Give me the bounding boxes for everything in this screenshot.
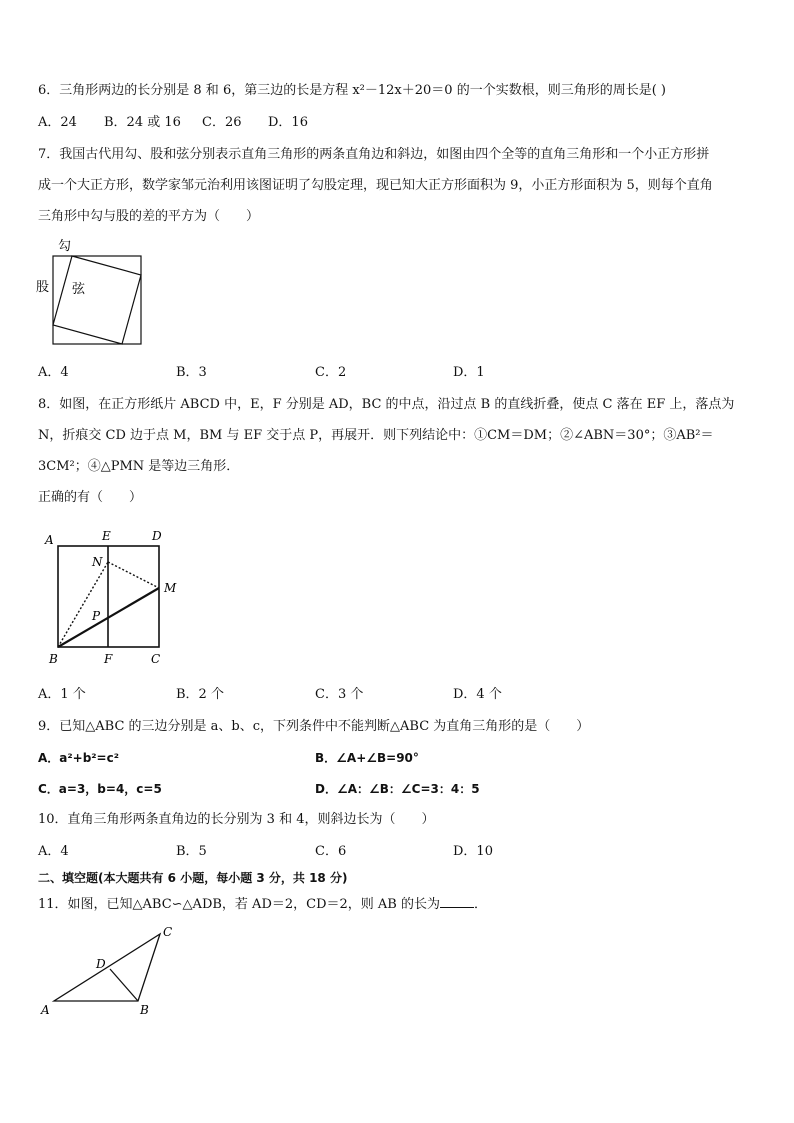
q8-label-a: A [45,533,54,547]
q8-label-m: M [164,581,177,595]
q11-figure [36,922,186,1022]
q8-label-e: E [102,529,111,543]
q10-option-b: B．5 [176,844,207,859]
q8-label-n: N [92,555,103,569]
q7-option-b: B．3 [176,365,207,380]
q11-label-d: D [96,957,106,971]
q8-option-b: B．2 个 [176,687,224,702]
q8-label-p: P [92,609,101,623]
section-2-heading: 二、填空题(本大题共有 6 小题，每小题 3 分，共 18 分) [38,871,348,885]
q6-option-d: D．16 [268,115,308,130]
q8-label-c: C [151,652,161,666]
q11-label-b: B [140,1003,149,1017]
q9-text: 9．已知△ABC 的三边分别是 a、b、c，下列条件中不能判断△ABC 为直角三角形的是（ ） [38,719,590,734]
q11-label-a: A [41,1003,50,1017]
q8-figure [40,524,190,670]
q8-line-3: 3CM²；④△PMN 是等边三角形． [38,459,240,474]
q11-label-c: C [163,925,173,939]
q10-option-d: D．10 [453,844,493,859]
q8-line-1: 8．如图，在正方形纸片 ABCD 中，E，F 分别是 AD，BC 的中点，沿过点 B 的直线折叠，使点 C 落在 EF 上，落点为 [38,397,735,412]
q7-line-2: 成一个大正方形，数学家邹元治利用该图证明了勾股定理，现已知大正方形面积为 9，小正方形面积为 5，则每个直角 [38,178,713,193]
q10-text: 10．直角三角形两条直角边的长分别为 3 和 4，则斜边长为（ ） [38,812,435,827]
q6-option-a: A．24 [38,115,77,130]
q7-figure [34,236,146,348]
q8-option-a: A．1 个 [38,687,86,702]
q11-text [38,895,487,914]
q7-line-3: 三角形中勾与股的差的平方为（ ） [38,209,260,224]
q8-option-d: D．4 个 [453,687,502,702]
q6-option-c: C．26 [202,115,242,130]
q7-option-c: C．2 [315,365,347,380]
q7-label-gou: 勾 [58,239,72,254]
q9-option-c: C．a=3，b=4，c=5 [38,782,162,796]
q6-option-b: B．24 或 16 [104,115,181,130]
q11-text-after: ． [474,897,488,912]
q8-segment-bn [58,562,108,647]
q9-option-d: D．∠A：∠B：∠C=3：4：5 [315,782,480,796]
q9-option-b: B．∠A+∠B=90° [315,751,419,765]
q7-option-d: D．1 [453,365,485,380]
q8-label-d: D [152,529,162,543]
q7-line-1: 7．我国古代用勾、股和弦分别表示直角三角形的两条直角边和斜边，如图由四个全等的直角三角形和一个小正方形拼 [38,147,710,162]
q7-outer-square [53,256,141,344]
q10-option-a: A．4 [38,844,69,859]
q11-answer-blank [440,895,474,908]
q8-label-b: B [49,652,58,666]
q8-label-f: F [104,652,113,666]
q11-text-before: 11．如图，已知△ABC∽△ADB，若 AD＝2，CD＝2，则 AB 的长为 [38,897,440,912]
q7-label-gu: 股 [36,280,50,295]
q11-triangle-abc [54,934,160,1001]
q6-text: 6．三角形两边的长分别是 8 和 6，第三边的长是方程 x²－12x＋20＝0 的一个实数根，则三角形的周长是( ) [38,83,666,98]
q8-line-2: N，折痕交 CD 边于点 M，BM 与 EF 交于点 P，再展开．则下列结论中：①CM＝DM；②∠ABN＝30°；③AB²＝ [38,428,714,443]
q9-option-a: A．a²+b²=c² [38,751,119,765]
q7-inner-square [53,256,141,344]
q7-option-a: A．4 [38,365,69,380]
q8-line-4: 正确的有（ ） [38,490,143,505]
q11-segment-bd [110,969,138,1001]
q8-option-c: C．3 个 [315,687,364,702]
q7-label-xian: 弦 [72,282,86,297]
q8-segment-nm [108,562,159,588]
q10-option-c: C．6 [315,844,347,859]
